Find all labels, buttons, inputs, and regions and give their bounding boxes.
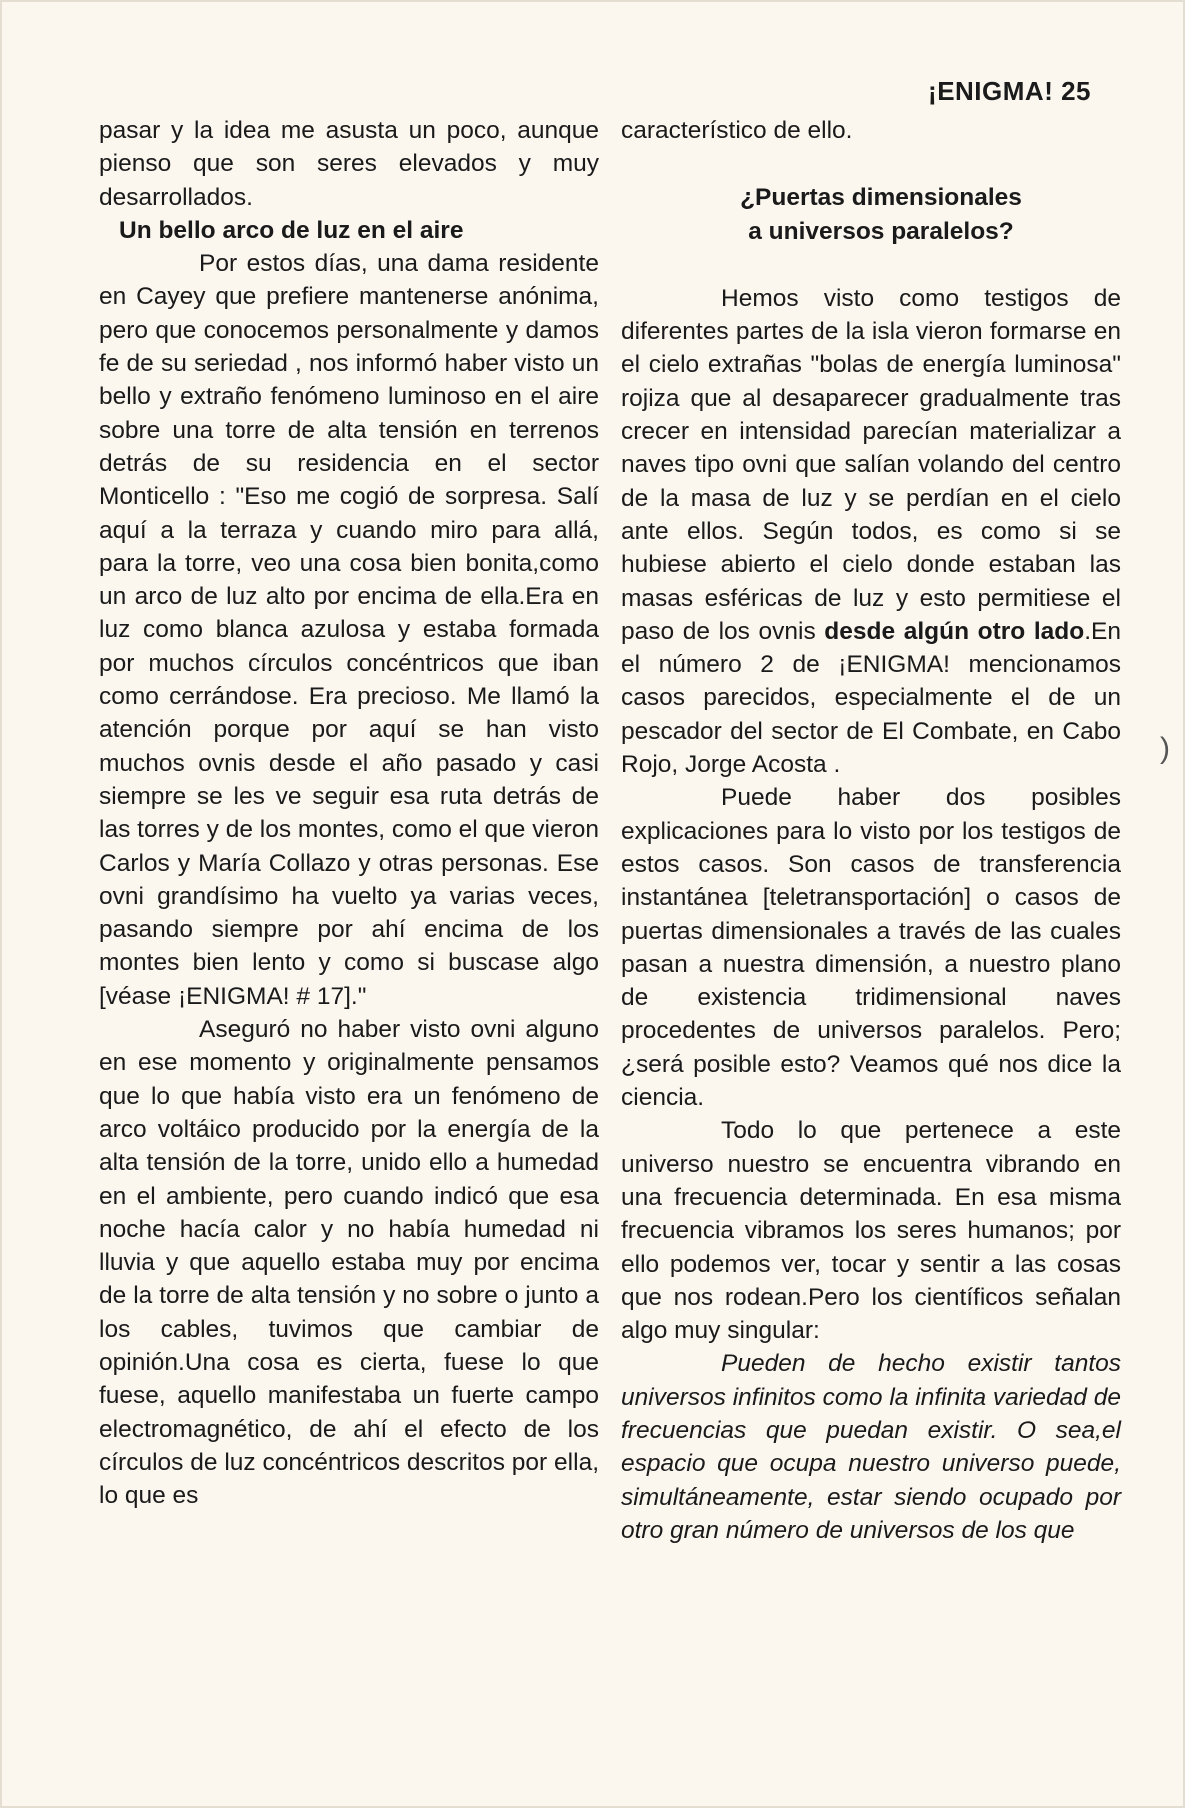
left-column (99, 114, 599, 1512)
paragraph (621, 282, 1121, 781)
paragraph: Aseguró no haber visto ovni alguno en ese momento y originalmente pensamos que lo que había visto era un fenómeno de arco voltáico producido por la energía de la alta tensión de la torre, unido ello a humedad en el ambiente, pero cuando indicó que esa noche hacía calor y no había humedad ni lluvia y que aquello estaba muy por encima de la torre de alta tensión y no sobre o junto a los cables, tuvimos que cambiar de opinión.Una cosa es cierta, fuese lo que fuese, aquello manifestaba un fuerte campo electromagnético, de ahí el efecto de los círculos de luz concéntricos descritos por ella, lo que es (99, 1016, 599, 1510)
heading-line: ¿Puertas dimensionales (740, 184, 1022, 212)
bold-text: desde algún otro lado (824, 617, 1085, 645)
paragraph: Por estos días, una dama residente en Cayey que prefiere mantenerse anónima, pero que conocemos personalmente y damos fe de su seriedad , nos informó haber visto un bello y extraño fenómeno luminoso en el aire sobre una torre de alta tensión en terrenos detrás de su residencia en el sector Monticello : "Eso me cogió de sorpresa. Salí aquí a la terraza y cuando miro para allá, para la torre, veo una cosa bien bonita,como un arco de luz alto por encima de ella.Era en luz como blanca azulosa y estaba formada por muchos círculos concéntricos que iban como cerrándose. Era precioso. Me llamó la atención porque por aquí se han visto muchos ovnis desde el año pasado y casi siempre se les ve seguir esa ruta detrás de las torres y de los montes, como el que vieron Carlos y María Collazo y otras personas. Ese ovni grandísimo ha vuelto ya varias veces, pasando siempre por ahí encima de los montes bien lento y como si buscase algo [véase ¡ENIGMA! # 17]." (99, 250, 599, 1010)
scan-mark: ) (1160, 732, 1170, 765)
page-header: ¡ENIGMA! 25 (928, 76, 1091, 106)
italic-paragraph: Pueden de hecho existir tantos universos infinitos como la infinita variedad de frecuencias que puedan existir. O sea,el espacio que ocupa nuestro universo puede, simultáneamente, estar siendo ocupado por otro gran número de universos de los que (621, 1350, 1121, 1544)
heading-line: a universos paralelos? (748, 217, 1014, 245)
section-heading (621, 181, 1121, 248)
paragraph: pasar y la idea me asusta un poco, aunque pienso que son seres elevados y muy desarrollados. (99, 117, 599, 211)
paragraph: Todo lo que pertenece a este universo nuestro se encuentra vibrando en una frecuencia determinada. En esa misma frecuencia vibramos los seres humanos; por ello podemos ver, tocar y sentir a las cosas que nos rodean.Pero los científicos señalan algo muy singular: (621, 1117, 1121, 1345)
text-run: Hemos visto como testigos de diferentes partes de la isla vieron formarse en el cielo extrañas "bolas de energía luminosa" rojiza que al desaparecer gradualmente tras crecer en intensidad parecían materializar a naves tipo ovni que salían volando del centro de la masa de luz y se perdían en el cielo ante ellos. Según todos, es como si se hubiese abierto el cielo donde estaban las masas esféricas de luz y esto permitiese el paso de los ovnis (621, 284, 1121, 645)
paragraph: característico de ello. (621, 117, 853, 144)
text-run: .En el número 2 de ¡ENIGMA! mencionamos casos parecidos, especialmente el de un pescador del sector de El Combate, en Cabo Rojo, Jorge Acosta . (621, 617, 1122, 779)
right-column (621, 114, 1121, 1547)
paragraph: Puede haber dos posibles explicaciones para lo visto por los testigos de estos casos. Son casos de transferencia instantánea [teletransportación] o casos de puertas dimensionales a través de las cuales pasan a nuestra dimensión, a nuestro plano de existencia tridimensional naves procedentes de universos paralelos. Pero; ¿será posible esto? Veamos qué nos dice la ciencia. (621, 784, 1121, 1112)
section-heading: Un bello arco de luz en el aire (119, 216, 464, 244)
